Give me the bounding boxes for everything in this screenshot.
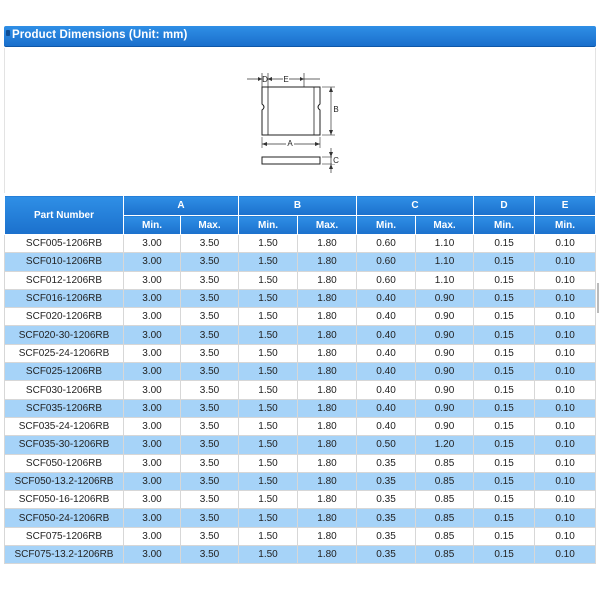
part-number-header: Part Number (5, 196, 124, 235)
part-number-cell: SCF010-1206RB (5, 253, 124, 271)
e-min-cell: 0.10 (535, 454, 596, 472)
table-row (5, 344, 596, 362)
dim-label-d: D (262, 75, 268, 84)
d-min-cell: 0.15 (474, 491, 535, 509)
b-min-cell: 1.50 (239, 381, 298, 399)
a-min-cell: 3.00 (124, 289, 181, 307)
table-row (5, 289, 596, 307)
c-max-cell: 0.85 (416, 491, 474, 509)
b-max-cell: 1.80 (298, 454, 357, 472)
b-min-cell: 1.50 (239, 289, 298, 307)
b-max-cell: 1.80 (298, 235, 357, 253)
a-min-cell: 3.00 (124, 417, 181, 435)
group-header-c: C (357, 196, 474, 216)
table-row (5, 454, 596, 472)
c-max-cell: 0.90 (416, 344, 474, 362)
c-min-cell: 0.40 (357, 381, 416, 399)
table-row (5, 271, 596, 289)
table-row (5, 491, 596, 509)
e-min-cell: 0.10 (535, 253, 596, 271)
dim-label-c: C (333, 156, 339, 165)
e-arrow-right-icon (300, 77, 304, 81)
group-header-b: B (239, 196, 357, 216)
table-row (5, 399, 596, 417)
a-min-cell: 3.00 (124, 381, 181, 399)
c-max-cell: 0.85 (416, 546, 474, 564)
a-min-cell: 3.00 (124, 344, 181, 362)
c-min-cell: 0.40 (357, 363, 416, 381)
a-min-cell: 3.00 (124, 454, 181, 472)
c-min-cell: 0.35 (357, 509, 416, 527)
c-max-header: Max. (416, 216, 474, 235)
part-number-cell: SCF020-1206RB (5, 308, 124, 326)
d-min-cell: 0.15 (474, 454, 535, 472)
b-max-cell: 1.80 (298, 491, 357, 509)
table-row (5, 381, 596, 399)
a-min-cell: 3.00 (124, 253, 181, 271)
group-header-d: D (474, 196, 535, 216)
part-number-cell: SCF035-1206RB (5, 399, 124, 417)
c-max-cell: 0.90 (416, 363, 474, 381)
part-number-cell: SCF075-1206RB (5, 527, 124, 545)
component-body (262, 87, 320, 135)
d-min-cell: 0.15 (474, 344, 535, 362)
b-max-cell: 1.80 (298, 326, 357, 344)
a-min-cell: 3.00 (124, 308, 181, 326)
a-min-cell: 3.00 (124, 271, 181, 289)
e-min-cell: 0.10 (535, 289, 596, 307)
part-number-cell: SCF025-1206RB (5, 363, 124, 381)
table-row (5, 417, 596, 435)
part-number-cell: SCF012-1206RB (5, 271, 124, 289)
a-max-cell: 3.50 (181, 509, 239, 527)
b-min-header: Min. (239, 216, 298, 235)
a-arrow-right-icon (315, 142, 320, 146)
c-min-cell: 0.35 (357, 546, 416, 564)
table-row (5, 253, 596, 271)
e-min-cell: 0.10 (535, 472, 596, 490)
d-min-cell: 0.15 (474, 417, 535, 435)
a-min-cell: 3.00 (124, 436, 181, 454)
a-min-cell: 3.00 (124, 326, 181, 344)
a-max-cell: 3.50 (181, 436, 239, 454)
part-number-cell: SCF050-16-1206RB (5, 491, 124, 509)
d-min-cell: 0.15 (474, 509, 535, 527)
a-max-cell: 3.50 (181, 381, 239, 399)
e-min-cell: 0.10 (535, 527, 596, 545)
dimensions-table (4, 195, 596, 564)
a-max-cell: 3.50 (181, 308, 239, 326)
c-min-cell: 0.40 (357, 289, 416, 307)
c-min-cell: 0.40 (357, 417, 416, 435)
table-row (5, 527, 596, 545)
d-min-cell: 0.15 (474, 399, 535, 417)
b-min-cell: 1.50 (239, 527, 298, 545)
b-max-cell: 1.80 (298, 363, 357, 381)
d-min-cell: 0.15 (474, 363, 535, 381)
a-max-cell: 3.50 (181, 326, 239, 344)
d-min-cell: 0.15 (474, 546, 535, 564)
a-max-cell: 3.50 (181, 491, 239, 509)
part-number-cell: SCF050-24-1206RB (5, 509, 124, 527)
b-max-cell: 1.80 (298, 344, 357, 362)
a-max-cell: 3.50 (181, 363, 239, 381)
c-min-cell: 0.40 (357, 344, 416, 362)
section-header (4, 26, 596, 47)
c-min-cell: 0.35 (357, 472, 416, 490)
b-max-cell: 1.80 (298, 289, 357, 307)
c-min-cell: 0.50 (357, 436, 416, 454)
c-min-cell: 0.60 (357, 253, 416, 271)
c-min-cell: 0.40 (357, 399, 416, 417)
part-number-cell: SCF035-30-1206RB (5, 436, 124, 454)
table-header (5, 196, 596, 235)
e-min-cell: 0.10 (535, 491, 596, 509)
dimension-diagram (245, 68, 355, 183)
table-row (5, 308, 596, 326)
part-number-cell: SCF020-30-1206RB (5, 326, 124, 344)
table-row (5, 546, 596, 564)
section-title: Product Dimensions (Unit: mm) (12, 29, 188, 41)
c-max-cell: 0.90 (416, 308, 474, 326)
c-max-cell: 0.90 (416, 381, 474, 399)
b-max-cell: 1.80 (298, 417, 357, 435)
group-header-a: A (124, 196, 239, 216)
a-min-cell: 3.00 (124, 472, 181, 490)
b-min-cell: 1.50 (239, 253, 298, 271)
b-min-cell: 1.50 (239, 509, 298, 527)
b-min-cell: 1.50 (239, 344, 298, 362)
b-min-cell: 1.50 (239, 308, 298, 326)
b-min-cell: 1.50 (239, 454, 298, 472)
table-row (5, 436, 596, 454)
c-max-cell: 0.90 (416, 399, 474, 417)
a-max-cell: 3.50 (181, 472, 239, 490)
b-min-cell: 1.50 (239, 363, 298, 381)
b-min-cell: 1.50 (239, 436, 298, 454)
b-min-cell: 1.50 (239, 271, 298, 289)
b-arrow-bottom-icon (329, 130, 333, 135)
e-min-cell: 0.10 (535, 363, 596, 381)
c-min-cell: 0.60 (357, 271, 416, 289)
c-max-cell: 1.10 (416, 235, 474, 253)
e-min-cell: 0.10 (535, 399, 596, 417)
b-min-cell: 1.50 (239, 399, 298, 417)
c-min-cell: 0.40 (357, 326, 416, 344)
e-min-cell: 0.10 (535, 271, 596, 289)
dimension-drawing-area (4, 48, 596, 193)
b-min-cell: 1.50 (239, 491, 298, 509)
c-max-cell: 1.20 (416, 436, 474, 454)
d-min-cell: 0.15 (474, 271, 535, 289)
c-max-cell: 1.10 (416, 253, 474, 271)
e-arrow-left-icon (268, 77, 272, 81)
a-max-cell: 3.50 (181, 235, 239, 253)
d-min-header: Min. (474, 216, 535, 235)
a-max-cell: 3.50 (181, 289, 239, 307)
b-max-cell: 1.80 (298, 399, 357, 417)
a-max-header: Max. (181, 216, 239, 235)
a-min-cell: 3.00 (124, 399, 181, 417)
e-min-cell: 0.10 (535, 436, 596, 454)
b-max-cell: 1.80 (298, 527, 357, 545)
table-row (5, 235, 596, 253)
part-number-cell: SCF035-24-1206RB (5, 417, 124, 435)
b-min-cell: 1.50 (239, 326, 298, 344)
part-number-cell: SCF016-1206RB (5, 289, 124, 307)
d-min-cell: 0.15 (474, 527, 535, 545)
c-max-cell: 0.90 (416, 289, 474, 307)
c-min-cell: 0.40 (357, 308, 416, 326)
e-min-cell: 0.10 (535, 326, 596, 344)
b-max-cell: 1.80 (298, 381, 357, 399)
b-max-cell: 1.80 (298, 436, 357, 454)
b-min-cell: 1.50 (239, 235, 298, 253)
c-max-cell: 0.85 (416, 509, 474, 527)
dim-label-e: E (283, 75, 289, 84)
d-min-cell: 0.15 (474, 436, 535, 454)
d-min-cell: 0.15 (474, 289, 535, 307)
dim-label-b: B (333, 105, 339, 114)
c-min-cell: 0.35 (357, 491, 416, 509)
part-number-cell: SCF005-1206RB (5, 235, 124, 253)
a-max-cell: 3.50 (181, 271, 239, 289)
e-min-cell: 0.10 (535, 546, 596, 564)
a-max-cell: 3.50 (181, 344, 239, 362)
d-min-cell: 0.15 (474, 472, 535, 490)
table-body (5, 235, 596, 564)
part-number-cell: SCF075-13.2-1206RB (5, 546, 124, 564)
b-max-cell: 1.80 (298, 308, 357, 326)
a-min-cell: 3.00 (124, 491, 181, 509)
a-max-cell: 3.50 (181, 399, 239, 417)
a-max-cell: 3.50 (181, 253, 239, 271)
dim-label-a: A (287, 139, 293, 148)
b-max-cell: 1.80 (298, 472, 357, 490)
c-max-cell: 0.85 (416, 472, 474, 490)
scrollbar-indicator[interactable] (597, 283, 599, 313)
e-min-cell: 0.10 (535, 308, 596, 326)
d-min-cell: 0.15 (474, 326, 535, 344)
b-min-cell: 1.50 (239, 472, 298, 490)
c-max-cell: 0.85 (416, 527, 474, 545)
b-arrow-top-icon (329, 87, 333, 92)
c-min-header: Min. (357, 216, 416, 235)
part-number-cell: SCF050-1206RB (5, 454, 124, 472)
b-min-cell: 1.50 (239, 546, 298, 564)
b-min-cell: 1.50 (239, 417, 298, 435)
b-max-cell: 1.80 (298, 271, 357, 289)
b-max-cell: 1.80 (298, 509, 357, 527)
c-min-cell: 0.35 (357, 454, 416, 472)
e-min-cell: 0.10 (535, 509, 596, 527)
header-marker-icon (6, 30, 10, 36)
c-max-cell: 0.90 (416, 417, 474, 435)
a-min-cell: 3.00 (124, 235, 181, 253)
e-min-cell: 0.10 (535, 381, 596, 399)
c-min-cell: 0.60 (357, 235, 416, 253)
c-max-cell: 0.85 (416, 454, 474, 472)
table-row (5, 472, 596, 490)
part-number-cell: SCF030-1206RB (5, 381, 124, 399)
b-max-header: Max. (298, 216, 357, 235)
a-min-cell: 3.00 (124, 363, 181, 381)
table-row (5, 326, 596, 344)
d-min-cell: 0.15 (474, 381, 535, 399)
a-min-header: Min. (124, 216, 181, 235)
d-min-cell: 0.15 (474, 253, 535, 271)
d-min-cell: 0.15 (474, 308, 535, 326)
b-max-cell: 1.80 (298, 253, 357, 271)
a-min-cell: 3.00 (124, 527, 181, 545)
b-max-cell: 1.80 (298, 546, 357, 564)
d-min-cell: 0.15 (474, 235, 535, 253)
a-max-cell: 3.50 (181, 454, 239, 472)
e-min-cell: 0.10 (535, 417, 596, 435)
table-row (5, 363, 596, 381)
table-row (5, 509, 596, 527)
a-max-cell: 3.50 (181, 546, 239, 564)
c-max-cell: 0.90 (416, 326, 474, 344)
a-min-cell: 3.00 (124, 546, 181, 564)
e-min-header: Min. (535, 216, 596, 235)
part-number-cell: SCF050-13.2-1206RB (5, 472, 124, 490)
a-min-cell: 3.00 (124, 509, 181, 527)
group-header-e: E (535, 196, 596, 216)
component-side-view (262, 157, 320, 164)
c-min-cell: 0.35 (357, 527, 416, 545)
a-max-cell: 3.50 (181, 417, 239, 435)
e-min-cell: 0.10 (535, 235, 596, 253)
e-min-cell: 0.10 (535, 344, 596, 362)
c-max-cell: 1.10 (416, 271, 474, 289)
a-arrow-left-icon (262, 142, 267, 146)
part-number-cell: SCF025-24-1206RB (5, 344, 124, 362)
a-max-cell: 3.50 (181, 527, 239, 545)
